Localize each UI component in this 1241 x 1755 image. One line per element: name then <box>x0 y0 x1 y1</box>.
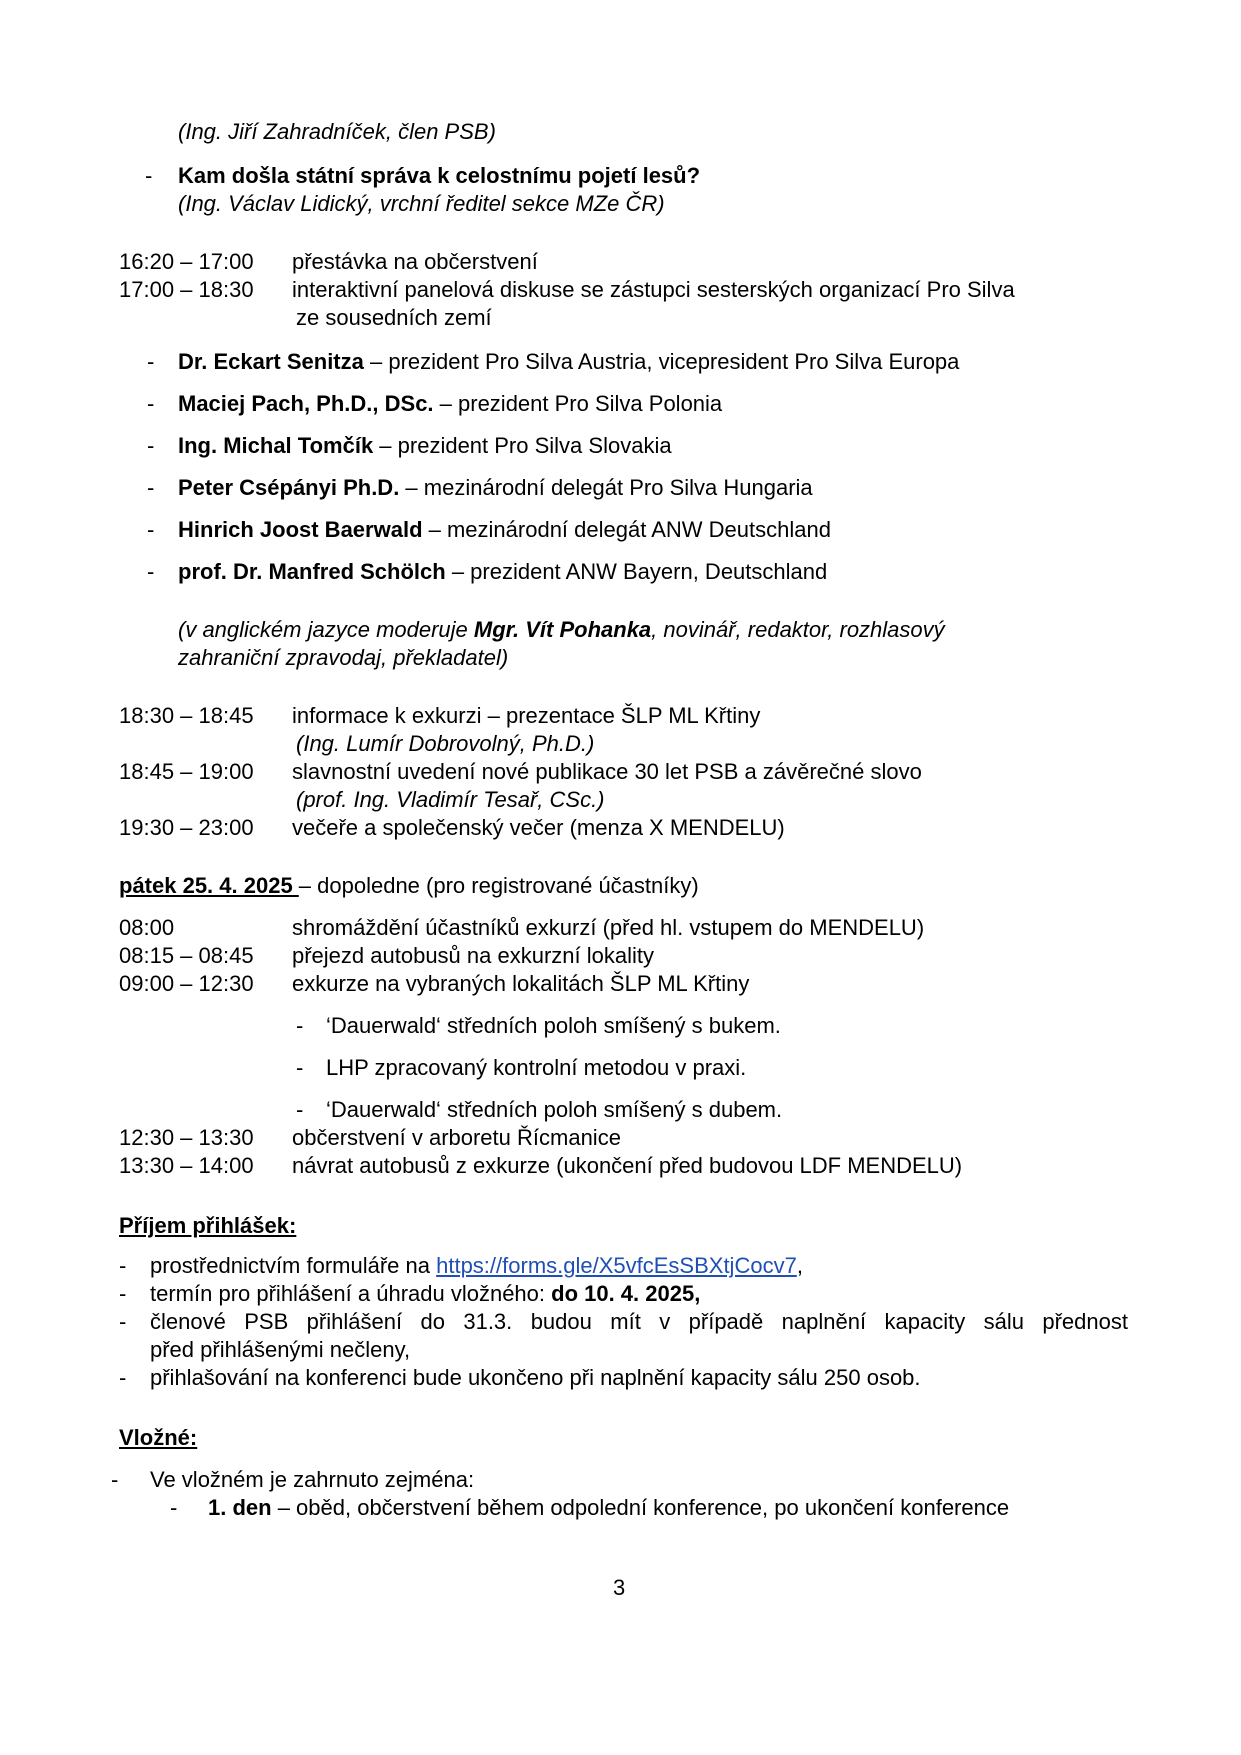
slot-description: exkurze na vybraných lokalitách ŠLP ML Křtiny <box>292 971 750 996</box>
slot-description: přestávka na občerstvení <box>292 249 538 274</box>
panelist-role: – prezident Pro Silva Slovakia <box>373 433 672 458</box>
list-dash: - <box>119 1309 127 1334</box>
registration-text: termín pro přihlášení a úhradu vložného: <box>150 1281 552 1306</box>
list-item: - <box>147 433 155 458</box>
slot-description: shromáždění účastníků exkurzí (před hl. vstupem do MENDELU) <box>292 915 925 940</box>
list-item <box>208 1494 1009 1522</box>
list-item: členové PSB přihlášení do 31.3. budou mít v případě naplnění kapacity sálu přednost <box>150 1309 1128 1334</box>
day-heading-rest: – dopoledne (pro registrované účastníky) <box>298 873 699 898</box>
fee-detail: – oběd, občerstvení během odpolední konference, po ukončení konference <box>271 1495 1010 1520</box>
registration-deadline: do 10. 4. 2025, <box>551 1281 701 1306</box>
time-slot: 16:20 – 17:00 <box>119 249 254 274</box>
slot-description: slavnostní uvedení nové publikace 30 let PSB a závěrečné slovo <box>292 759 922 784</box>
moderator-note: zahraniční zpravodaj, překladatel) <box>178 645 509 670</box>
panelist-name: Maciej Pach, Ph.D., DSc. <box>178 391 434 416</box>
list-dash: - <box>145 163 153 188</box>
panelist-role: – mezinárodní delegát Pro Silva Hungaria <box>399 475 813 500</box>
section-heading: Vložné: <box>119 1425 198 1450</box>
speaker-note: (Ing. Václav Lidický, vrchní ředitel sekce MZe ČR) <box>178 191 665 216</box>
speaker-note: (Ing. Lumír Dobrovolný, Ph.D.) <box>296 731 595 756</box>
panelist-name: Peter Csépányi Ph.D. <box>178 475 400 500</box>
list-item: - <box>147 517 155 542</box>
list-item <box>178 474 813 502</box>
list-item <box>178 348 959 376</box>
day-heading <box>119 872 699 900</box>
registration-text: prostřednictvím formuláře na <box>150 1253 437 1278</box>
time-slot: 19:30 – 23:00 <box>119 815 254 840</box>
slot-description: občerstvení v arboretu Řícmanice <box>292 1125 621 1150</box>
list-dash: - <box>296 1097 304 1122</box>
time-slot: 18:45 – 19:00 <box>119 759 254 784</box>
slot-description: přejezd autobusů na exkurzní lokality <box>292 943 654 968</box>
list-item: - <box>147 559 155 584</box>
time-slot: 12:30 – 13:30 <box>119 1125 254 1150</box>
list-dash: - <box>119 1281 127 1306</box>
list-item: ‘Dauerwald‘ středních poloh smíšený s dubem. <box>326 1097 783 1122</box>
list-item: LHP zpracovaný kontrolní metodou v praxi. <box>326 1055 747 1080</box>
slot-description: informace k exkurzi – prezentace ŠLP ML Křtiny <box>292 703 761 728</box>
talk-title: Kam došla státní správa k celostnímu pojetí lesů? <box>178 163 701 188</box>
list-item: ‘Dauerwald‘ středních poloh smíšený s bukem. <box>326 1013 781 1038</box>
list-item: Ve vložném je zahrnuto zejména: <box>150 1467 475 1492</box>
list-item <box>150 1252 803 1280</box>
time-slot: 08:15 – 08:45 <box>119 943 254 968</box>
moderator-note <box>178 616 945 644</box>
time-slot: 09:00 – 12:30 <box>119 971 254 996</box>
panelist-name: Ing. Michal Tomčík <box>178 433 374 458</box>
panelist-role: – prezident ANW Bayern, Deutschland <box>445 559 828 584</box>
day-heading-date: pátek 25. 4. 2025 <box>119 873 299 898</box>
slot-description-continued: ze sousedních zemí <box>296 305 492 330</box>
moderator-name: Mgr. Vít Pohanka <box>473 617 652 642</box>
time-slot: 08:00 <box>119 915 175 940</box>
panelist-role: – mezinárodní delegát ANW Deutschland <box>422 517 831 542</box>
panelist-name: Hinrich Joost Baerwald <box>178 517 423 542</box>
speaker-note: (prof. Ing. Vladimír Tesař, CSc.) <box>296 787 605 812</box>
speaker-note: (Ing. Jiří Zahradníček, člen PSB) <box>178 119 496 144</box>
time-slot: 17:00 – 18:30 <box>119 277 254 302</box>
time-slot: 13:30 – 14:00 <box>119 1153 254 1178</box>
slot-description: večeře a společenský večer (menza X MENDELU) <box>292 815 785 840</box>
list-dash: - <box>296 1055 304 1080</box>
list-item-continued: před přihlášenými nečleny, <box>150 1337 411 1362</box>
time-slot: 18:30 – 18:45 <box>119 703 254 728</box>
slot-description: návrat autobusů z exkurze (ukončení před budovou LDF MENDELU) <box>292 1153 963 1178</box>
moderator-post: , novinář, redaktor, rozhlasový <box>651 617 945 642</box>
list-dash: - <box>296 1013 304 1038</box>
panelist-name: Dr. Eckart Senitza <box>178 349 364 374</box>
panelist-name: prof. Dr. Manfred Schölch <box>178 559 446 584</box>
registration-form-link[interactable]: https://forms.gle/X5vfcEsSBXtjCocv7 <box>436 1253 797 1278</box>
list-item: - <box>147 349 155 374</box>
list-item <box>178 390 722 418</box>
moderator-pre: (v anglickém jazyce moderuje <box>178 617 474 642</box>
list-item: - <box>147 475 155 500</box>
list-item <box>178 558 827 586</box>
list-item <box>178 516 831 544</box>
fee-day: 1. den <box>208 1495 272 1520</box>
list-dash: - <box>119 1253 127 1278</box>
list-item: - <box>147 391 155 416</box>
section-heading: Příjem přihlášek: <box>119 1213 297 1238</box>
list-item: přihlašování na konferenci bude ukončeno při naplnění kapacity sálu 250 osob. <box>150 1365 921 1390</box>
panelist-role: – prezident Pro Silva Polonia <box>433 391 723 416</box>
slot-description: interaktivní panelová diskuse se zástupci sesterských organizací Pro Silva <box>292 277 1015 302</box>
list-dash: - <box>111 1467 119 1492</box>
list-item <box>150 1280 700 1308</box>
list-dash: - <box>119 1365 127 1390</box>
list-item <box>178 432 672 460</box>
registration-text: , <box>796 1253 803 1278</box>
page-number: 3 <box>613 1575 626 1600</box>
list-dash: - <box>170 1495 178 1520</box>
panelist-role: – prezident Pro Silva Austria, vicepresident Pro Silva Europa <box>363 349 960 374</box>
